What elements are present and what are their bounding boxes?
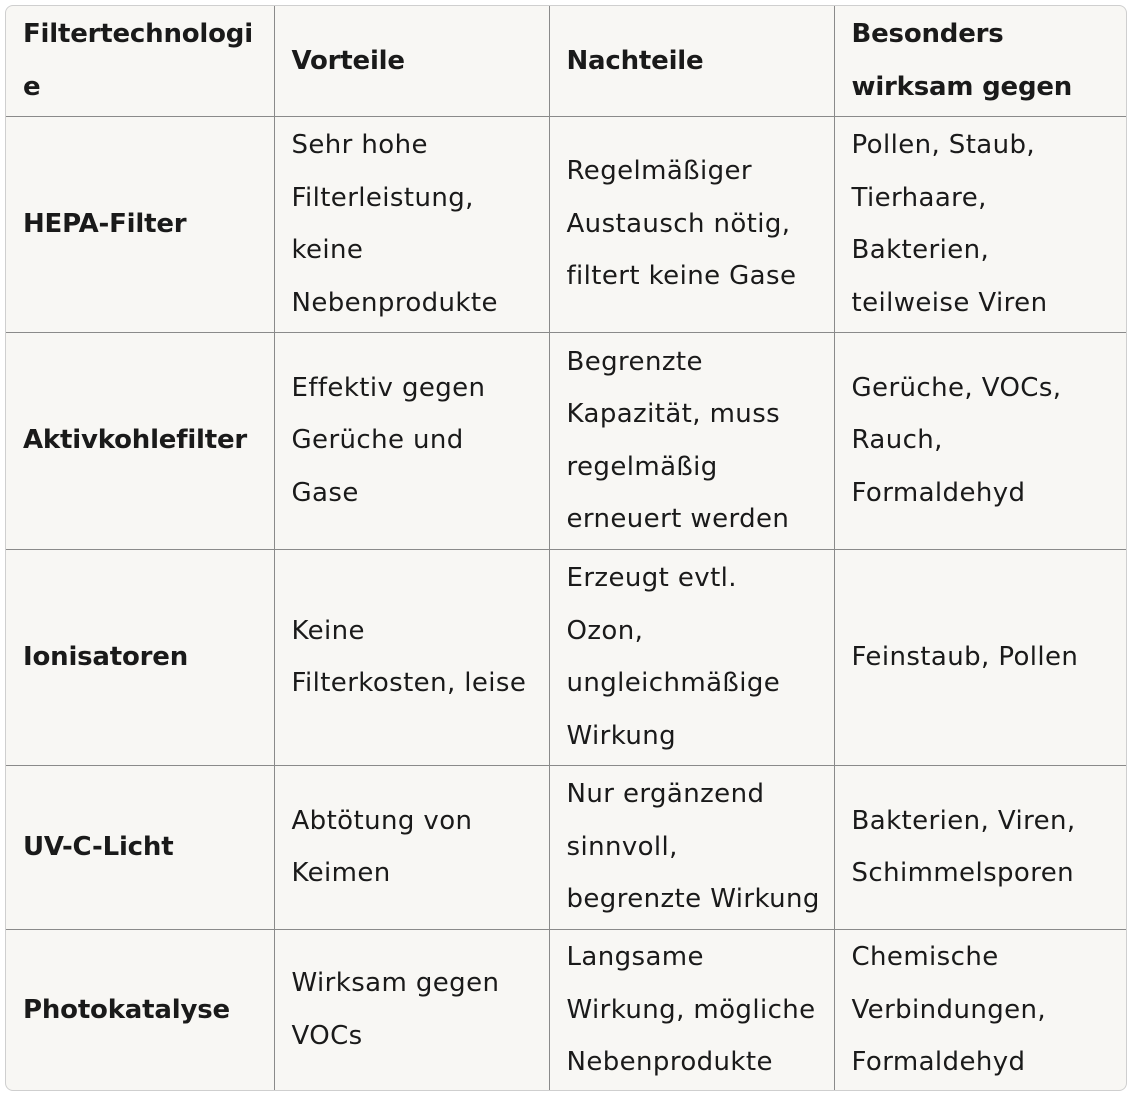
comparison-table-container <box>5 5 1127 1091</box>
header-cell-technology: Filtertechnologie <box>6 6 274 116</box>
table-row <box>6 549 1127 765</box>
cell-advantages: Abtötung von Keimen <box>274 765 549 929</box>
table-row <box>6 765 1127 929</box>
cell-technology: UV-C-Licht <box>6 765 274 929</box>
header-cell-advantages: Vorteile <box>274 6 549 116</box>
filter-technology-table <box>6 6 1127 1090</box>
cell-effective-against: Chemische Verbindungen, Formaldehyd <box>851 942 1047 1077</box>
header-cell-effective-against: Besonders wirksam gegen <box>834 6 1127 116</box>
table-row <box>6 332 1127 549</box>
cell-technology: Ionisatoren <box>6 549 274 765</box>
cell-disadvantages: Nur ergänzend sinnvoll, begrenzte Wirkung <box>549 765 834 929</box>
cell-effective-against: Pollen, Staub, Tierhaare, Bakterien, teilweise Viren <box>834 116 1127 332</box>
table-row <box>6 116 1127 332</box>
table-header-row <box>6 6 1127 116</box>
cell-technology: Photokatalyse <box>6 929 274 1090</box>
cell-technology: Aktivkohlefilter <box>6 332 274 549</box>
cell-advantages: Effektiv gegen Gerüche und Gase <box>274 332 549 549</box>
cell-disadvantages: Begrenzte Kapazität, muss regelmäßig erneuert werden <box>549 332 834 549</box>
cell-effective-against: Gerüche, VOCs, Rauch, Formaldehyd <box>834 332 1127 549</box>
cell-disadvantages: Regelmäßiger Austausch nötig, filtert keine Gase <box>549 116 834 332</box>
cell-effective-against: Feinstaub, Pollen <box>834 549 1127 765</box>
cell-disadvantages: Langsame Wirkung, mögliche Nebenprodukte <box>549 929 834 1090</box>
cell-disadvantages: Erzeugt evtl. Ozon, ungleichmäßige Wirkung <box>549 549 834 765</box>
cell-technology: HEPA-Filter <box>6 116 274 332</box>
table-row <box>6 929 1127 1090</box>
cell-advantages: Sehr hohe Filterleistung, keine Nebenprodukte <box>274 116 549 332</box>
header-cell-disadvantages: Nachteile <box>549 6 834 116</box>
cell-advantages: Keine Filterkosten, leise <box>274 549 549 765</box>
cell-advantages: Wirksam gegen VOCs <box>274 929 549 1090</box>
cell-effective-against: Bakterien, Viren, Schimmelsporen <box>834 765 1127 929</box>
